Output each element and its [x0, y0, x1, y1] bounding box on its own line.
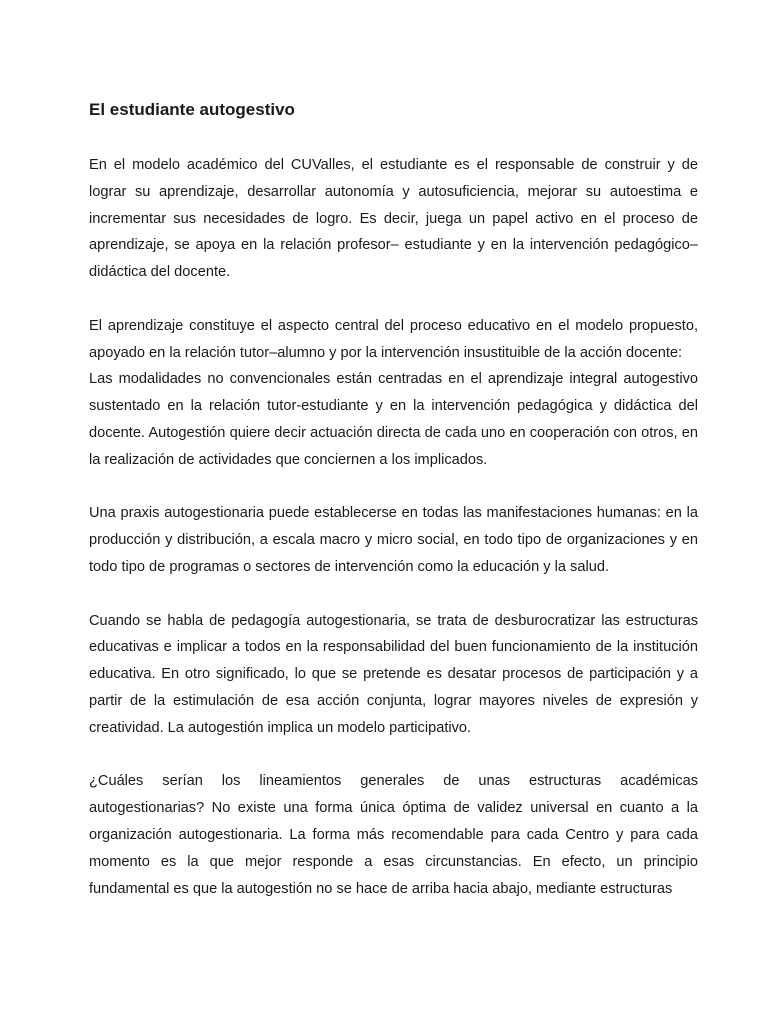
- paragraph-text: El aprendizaje constituye el aspecto central del proceso educativo en el modelo propuesto, apoyado en la relación tutor–alumno y por la intervención insustituible de la acción docente:: [89, 317, 698, 361]
- paragraph-text: Las modalidades no convencionales están centradas en el aprendizaje integral autogestivo sustentado en la relación tutor-estudiante y en la intervención pedagógica y didáctica del docente. Autogestión quiere decir actuación directa de cada uno en cooperación con otros, en la realización de actividades que conciernen a los implicados.: [89, 371, 698, 468]
- paragraph-1: [89, 152, 698, 286]
- paragraph-5: [89, 768, 698, 902]
- document-page: [89, 96, 698, 929]
- paragraph-text: Una praxis autogestionaria puede establecerse en todas las manifestaciones humanas: en la producción y distribución, a escala macro y micro social, en todo tipo de organizaciones y en todo tipo de programas o sectores de intervención como la educación y la salud.: [89, 505, 698, 575]
- paragraph-text: Cuando se habla de pedagogía autogestionaria, se trata de desburocratizar las estructuras educativas e implicar a todos en la responsabilidad del buen funcionamiento de la institución educativa. En otro significado, lo que se pretende es desatar procesos de participación y a partir de la estimulación de esa acción conjunta, lograr mayores niveles de expresión y creatividad. La autogestión implica un modelo participativo.: [89, 612, 698, 736]
- paragraph-text: ¿Cuáles serían los lineamientos generales de unas estructuras académicas autogestionarias? No existe una forma única óptima de validez universal en cuanto a la organización autogestionaria. La forma más recomendable para cada Centro y para cada momento es la que mejor responde a esas circunstancias. En efecto, un principio fundamental es que la autogestión no se hace de arriba hacia abajo, mediante estructuras: [89, 773, 698, 897]
- paragraph-text: En el modelo académico del CUValles, el estudiante es el responsable de construir y de lograr su aprendizaje, desarrollar autonomía y autosuficiencia, mejorar su autoestima e incrementar sus necesidades de logro. Es decir, juega un papel activo en el proceso de aprendizaje, se apoya en la relación profesor– estudiante y en la intervención pedagógico–didáctica del docente.: [89, 157, 698, 281]
- paragraph-2: [89, 313, 698, 474]
- page-title: El estudiante autogestivo: [89, 100, 295, 119]
- paragraph-3: [89, 500, 698, 580]
- paragraph-4: [89, 608, 698, 742]
